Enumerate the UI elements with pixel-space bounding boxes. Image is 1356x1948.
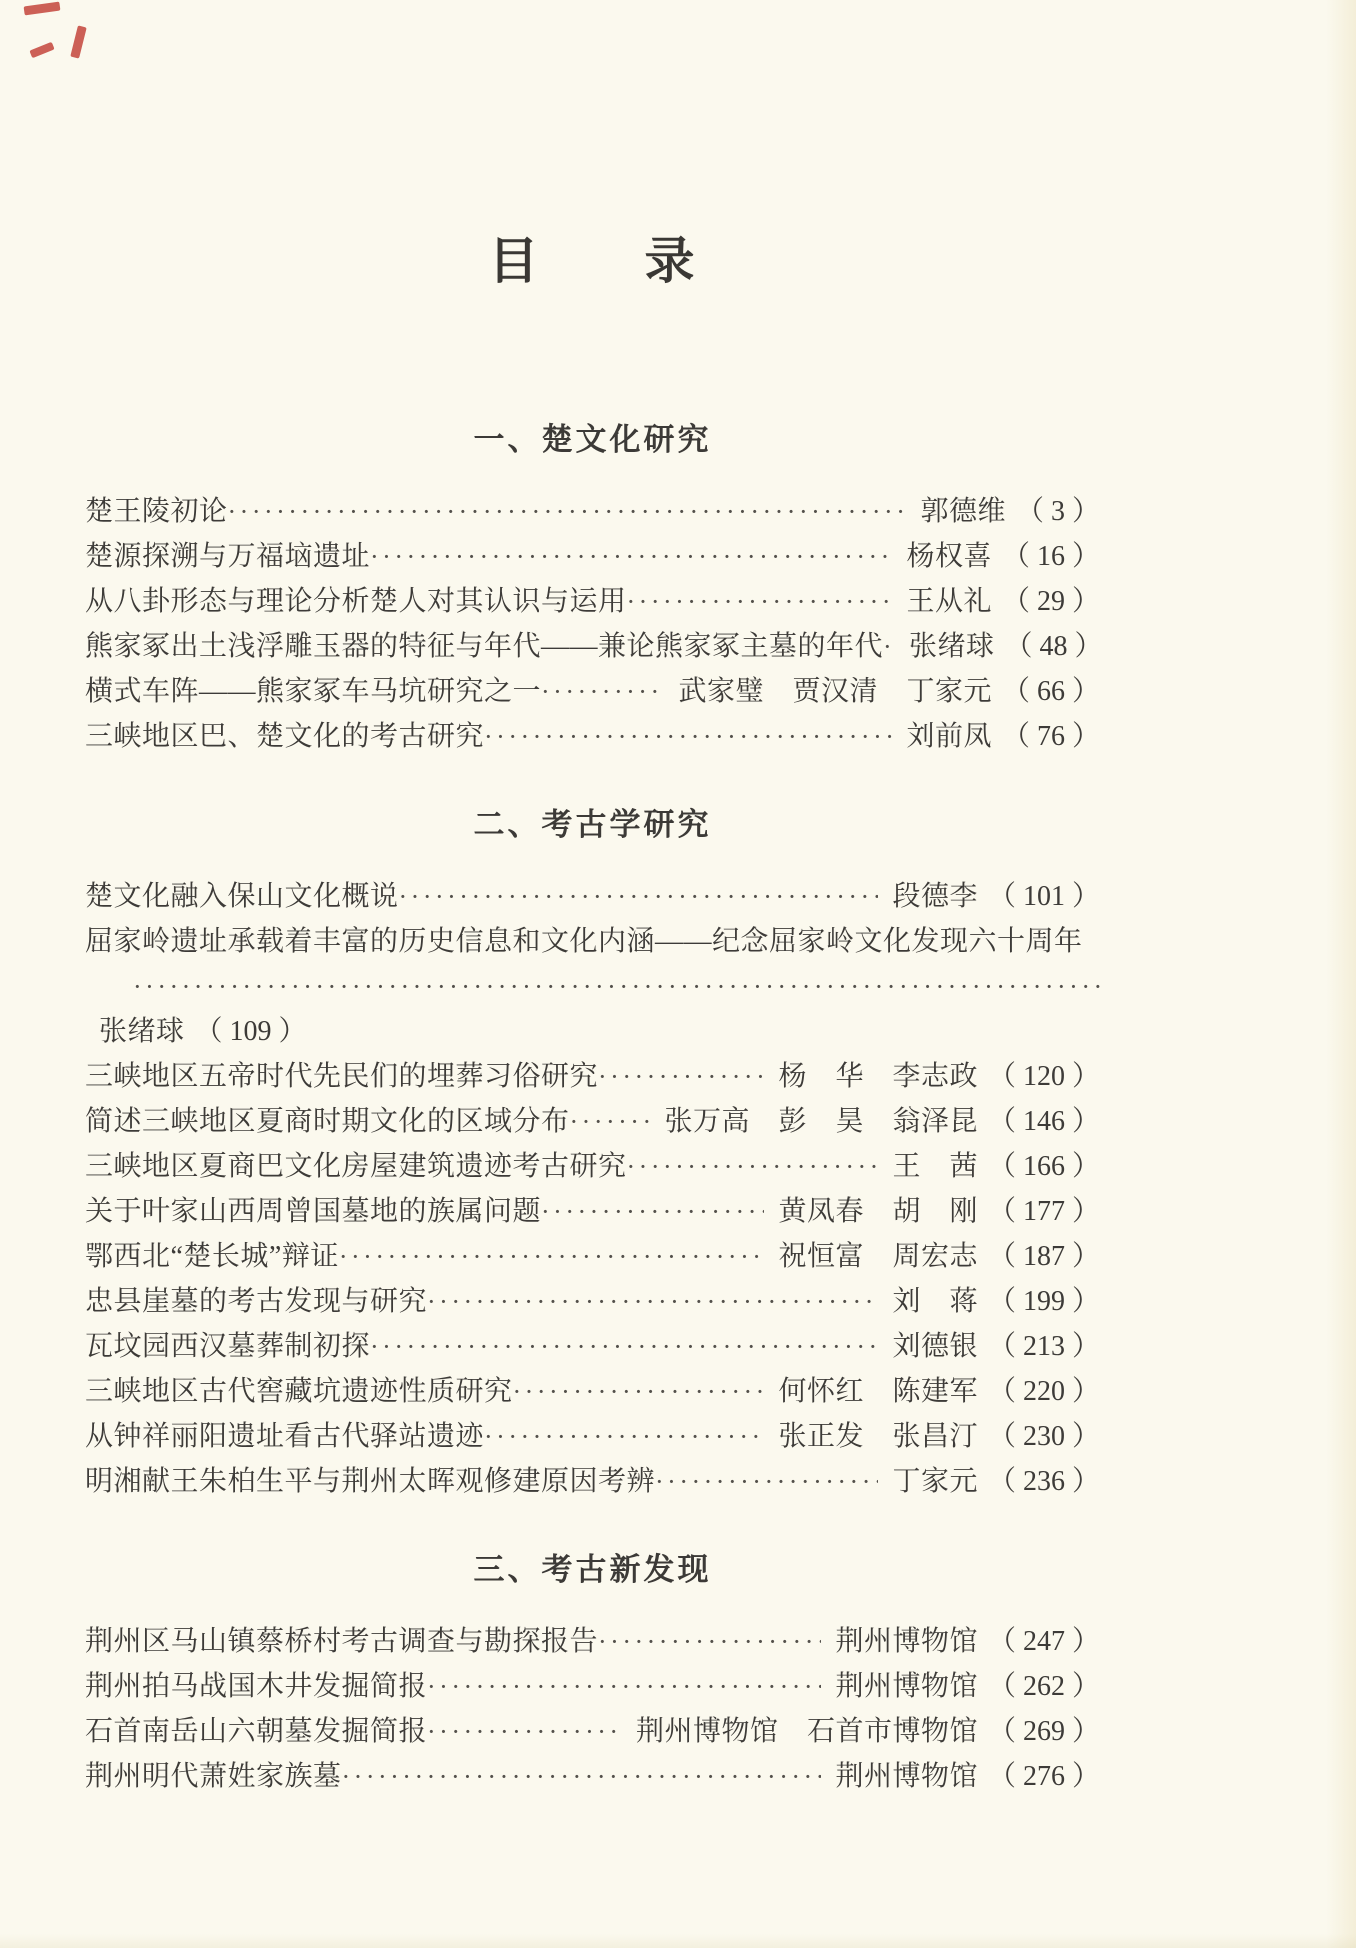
dot-leader [370,534,892,579]
toc-entry [85,1664,1100,1709]
entry-page-number [988,1414,1100,1459]
toc-entry [85,624,1103,669]
paren-open: （ [987,1240,1016,1272]
entry-page-number [988,1619,1100,1664]
page-title: 目 录 [488,233,697,289]
entry-title: 瓦坟园西汉墓葬制初探 [85,1330,371,1362]
paren-close: ） [1071,1240,1100,1272]
page-number-value: 109 [229,1015,272,1047]
page-number-value: 220 [1022,1375,1065,1407]
dot-leader [484,714,892,759]
paren-open: （ [1001,720,1030,752]
entry-title: 楚王陵初论 [85,495,228,527]
entry-title: 楚文化融入保山文化概说 [85,880,399,912]
page-number-value: 66 [1036,675,1065,707]
toc-content [85,0,1103,1799]
entry-authors: 刘 蒋 [892,1285,978,1317]
toc-entry [85,1369,1100,1414]
entry-title: 熊家冢出土浅浮雕玉器的特征与年代——兼论熊家冢主墓的年代 [85,630,884,662]
paren-open: （ [987,1375,1016,1407]
toc-entry [85,1459,1100,1504]
paren-close: ） [1071,1150,1100,1182]
entry-page-number [988,1054,1100,1099]
page-number-value: 177 [1022,1195,1065,1227]
page-number-value: 146 [1022,1105,1065,1137]
toc-entry [85,1234,1100,1279]
dot-leader [541,669,664,714]
toc-entry [85,1279,1100,1324]
paren-close: ） [1071,1105,1100,1137]
dot-leader [339,1234,765,1279]
entry-page-number [988,1279,1100,1324]
page-number-value: 3 [1050,495,1065,527]
entry-page-number [988,1324,1100,1369]
entry-page-number [195,1009,307,1054]
entry-title: 横式车阵——熊家冢车马坑研究之一 [85,675,542,707]
toc-entry [85,1189,1100,1234]
paren-open: （ [987,1195,1016,1227]
dot-leader [228,489,907,534]
red-ink-mark [24,2,61,16]
entry-authors: 丁家元 [892,1465,978,1497]
dot-leader [541,1189,764,1234]
paren-close: ） [1071,1625,1100,1657]
toc-entry [85,1414,1100,1459]
entry-title: 三峡地区古代窖藏坑遗迹性质研究 [85,1375,513,1407]
paren-close: ） [278,1015,307,1047]
scan-edge-shadow [0,1934,1356,1948]
entry-title: 楚源探溯与万福垴遗址 [85,540,371,572]
page-number-value: 276 [1022,1760,1065,1792]
section-heading: 一、楚文化研究 [473,421,712,457]
dot-leader [484,1414,764,1459]
entry-page-number [988,1189,1100,1234]
dot-leader [598,1619,821,1664]
paren-open: （ [1001,585,1030,617]
entry-page-number [1002,714,1100,759]
sections-container [85,414,1103,1799]
entry-title: 荆州拍马战国木井发掘简报 [85,1670,428,1702]
toc-entry [85,919,1100,1054]
paren-open: （ [987,1150,1016,1182]
entry-page-number [988,1664,1100,1709]
section-entries [85,1619,1100,1799]
entry-page-number [1002,534,1100,579]
paren-close: ） [1071,1760,1100,1792]
page-number-value: 166 [1022,1150,1065,1182]
paren-open: （ [194,1015,223,1047]
dot-leader [399,874,879,919]
entry-title: 从八卦形态与理论分析楚人对其认识与运用 [85,585,627,617]
toc-entry [85,1619,1100,1664]
entry-page-number [1005,624,1103,669]
section-entries [85,489,1103,759]
dot-leader [133,964,1100,1009]
entry-title: 简述三峡地区夏商时期文化的区域分布 [85,1105,570,1137]
entry-authors: 张正发 张昌汀 [778,1420,978,1452]
paren-open: （ [987,1465,1016,1497]
entry-page-number [1002,669,1100,714]
entry-authors: 武家璧 贾汉清 丁家元 [678,675,992,707]
entry-title: 石首南岳山六朝墓发掘简报 [85,1715,428,1747]
toc-section [85,414,1103,759]
paren-close: ） [1071,720,1100,752]
paren-close: ） [1071,1465,1100,1497]
paren-open: （ [987,1760,1016,1792]
entry-page-number [1016,489,1100,534]
toc-entry [85,1099,1100,1144]
entry-title: 明湘献王朱柏生平与荆州太晖观修建原因考辨 [85,1465,656,1497]
page-number-value: 76 [1036,720,1065,752]
dot-leader [570,1099,651,1144]
entry-authors: 荆州博物馆 [835,1760,978,1792]
section-heading: 三、考古新发现 [473,1551,712,1587]
toc-entry [85,579,1100,624]
entry-authors: 荆州博物馆 石首市博物馆 [635,1715,978,1747]
dot-leader [883,624,895,669]
dot-leader [427,1664,821,1709]
entry-page-number [988,1234,1100,1279]
entry-title: 三峡地区夏商巴文化房屋建筑遗迹考古研究 [85,1150,627,1182]
dot-leader [598,1054,764,1099]
page-number-value: 262 [1022,1670,1065,1702]
paren-open: （ [987,1670,1016,1702]
page-number-value: 48 [1039,630,1068,662]
entry-authors: 张绪球 [99,1015,185,1047]
toc-entry [85,669,1100,714]
paren-open: （ [987,1625,1016,1657]
entry-authors: 王 茜 [892,1150,978,1182]
entry-page-number [988,1754,1100,1799]
entry-page-number [988,1099,1100,1144]
page-number-value: 199 [1022,1285,1065,1317]
paren-open: （ [987,1285,1016,1317]
entry-authors: 郭德维 [920,495,1006,527]
entry-authors: 杨 华 李志政 [778,1060,978,1092]
entry-page-number [988,1144,1100,1189]
entry-authors: 段德李 [892,880,978,912]
paren-open: （ [987,880,1016,912]
paren-close: ） [1071,1670,1100,1702]
entry-title: 关于叶家山西周曾国墓地的族属问题 [85,1195,542,1227]
entry-authors: 王从礼 [906,585,992,617]
entry-authors: 黄凤春 胡 刚 [778,1195,978,1227]
paren-open: （ [1004,630,1033,662]
paren-close: ） [1071,1330,1100,1362]
entry-title: 屈家岭遗址承载着丰富的历史信息和文化内涵——纪念屈家岭文化发现六十周年 [85,925,1083,957]
paren-close: ） [1071,1060,1100,1092]
dot-leader [513,1369,765,1414]
toc-entry [85,1144,1100,1189]
toc-entry [85,1754,1100,1799]
dot-leader [627,579,893,624]
paren-close: ） [1071,1375,1100,1407]
entry-authors: 祝恒富 周宏志 [778,1240,978,1272]
page-number-value: 230 [1022,1420,1065,1452]
entry-title: 三峡地区巴、楚文化的考古研究 [85,720,485,752]
toc-entry [85,534,1100,579]
paren-open: （ [987,1060,1016,1092]
entry-title: 三峡地区五帝时代先民们的埋葬习俗研究 [85,1060,599,1092]
entry-page-number [988,1369,1100,1414]
page-number-value: 213 [1022,1330,1065,1362]
red-ink-mark [29,42,54,58]
page-number-value: 236 [1022,1465,1065,1497]
toc-entry [85,1324,1100,1369]
paren-open: （ [987,1330,1016,1362]
paren-open: （ [987,1715,1016,1747]
toc-section [85,799,1100,1504]
toc-entry [85,489,1100,534]
paren-open: （ [987,1420,1016,1452]
dot-leader [370,1324,878,1369]
page-number-value: 16 [1036,540,1065,572]
entry-title: 荆州区马山镇蔡桥村考古调查与勘探报告 [85,1625,599,1657]
entry-title: 从钟祥丽阳遗址看古代驿站遗迹 [85,1420,485,1452]
toc-entry [85,1709,1100,1754]
paren-close: ） [1071,675,1100,707]
paren-close: ） [1071,495,1100,527]
entry-authors: 刘前凤 [906,720,992,752]
entry-authors: 荆州博物馆 [835,1670,978,1702]
paren-open: （ [1001,675,1030,707]
paren-open: （ [1001,540,1030,572]
dot-leader [427,1709,622,1754]
entry-authors: 荆州博物馆 [835,1625,978,1657]
paren-close: ） [1071,880,1100,912]
dot-leader [427,1279,878,1324]
entry-authors: 何怀红 陈建军 [778,1375,978,1407]
paren-close: ） [1071,540,1100,572]
entry-page-number [1002,579,1100,624]
entry-page-number [988,1459,1100,1504]
section-entries [85,874,1100,1504]
entry-authors: 刘德银 [892,1330,978,1362]
toc-entry [85,874,1100,919]
dot-leader [627,1144,879,1189]
paren-close: ） [1071,1420,1100,1452]
toc-entry [85,714,1100,759]
toc-entry [85,1054,1100,1099]
scan-edge-shadow [1326,0,1356,1948]
paren-open: （ [1015,495,1044,527]
entry-authors: 杨权喜 [906,540,992,572]
paren-close: ） [1071,1715,1100,1747]
dot-leader [655,1459,878,1504]
section-heading: 二、考古学研究 [473,806,712,842]
paren-close: ） [1074,630,1103,662]
toc-section [85,1544,1100,1799]
entry-title: 忠县崖墓的考古发现与研究 [85,1285,428,1317]
paren-open: （ [987,1105,1016,1137]
paren-close: ） [1071,1285,1100,1317]
entry-page-number [988,1709,1100,1754]
dot-leader [342,1754,822,1799]
entry-title: 鄂西北“楚长城”辩证 [85,1240,339,1272]
entry-authors: 张万高 彭 昊 翁泽昆 [664,1105,978,1137]
page-number-value: 269 [1022,1715,1065,1747]
paren-close: ） [1071,585,1100,617]
page-number-value: 120 [1022,1060,1065,1092]
entry-page-number [988,874,1100,919]
page-number-value: 29 [1036,585,1065,617]
page-number-value: 187 [1022,1240,1065,1272]
page-number-value: 247 [1022,1625,1065,1657]
page-number-value: 101 [1022,880,1065,912]
entry-authors: 张绪球 [909,630,995,662]
paren-close: ） [1071,1195,1100,1227]
entry-title: 荆州明代萧姓家族墓 [85,1760,342,1792]
